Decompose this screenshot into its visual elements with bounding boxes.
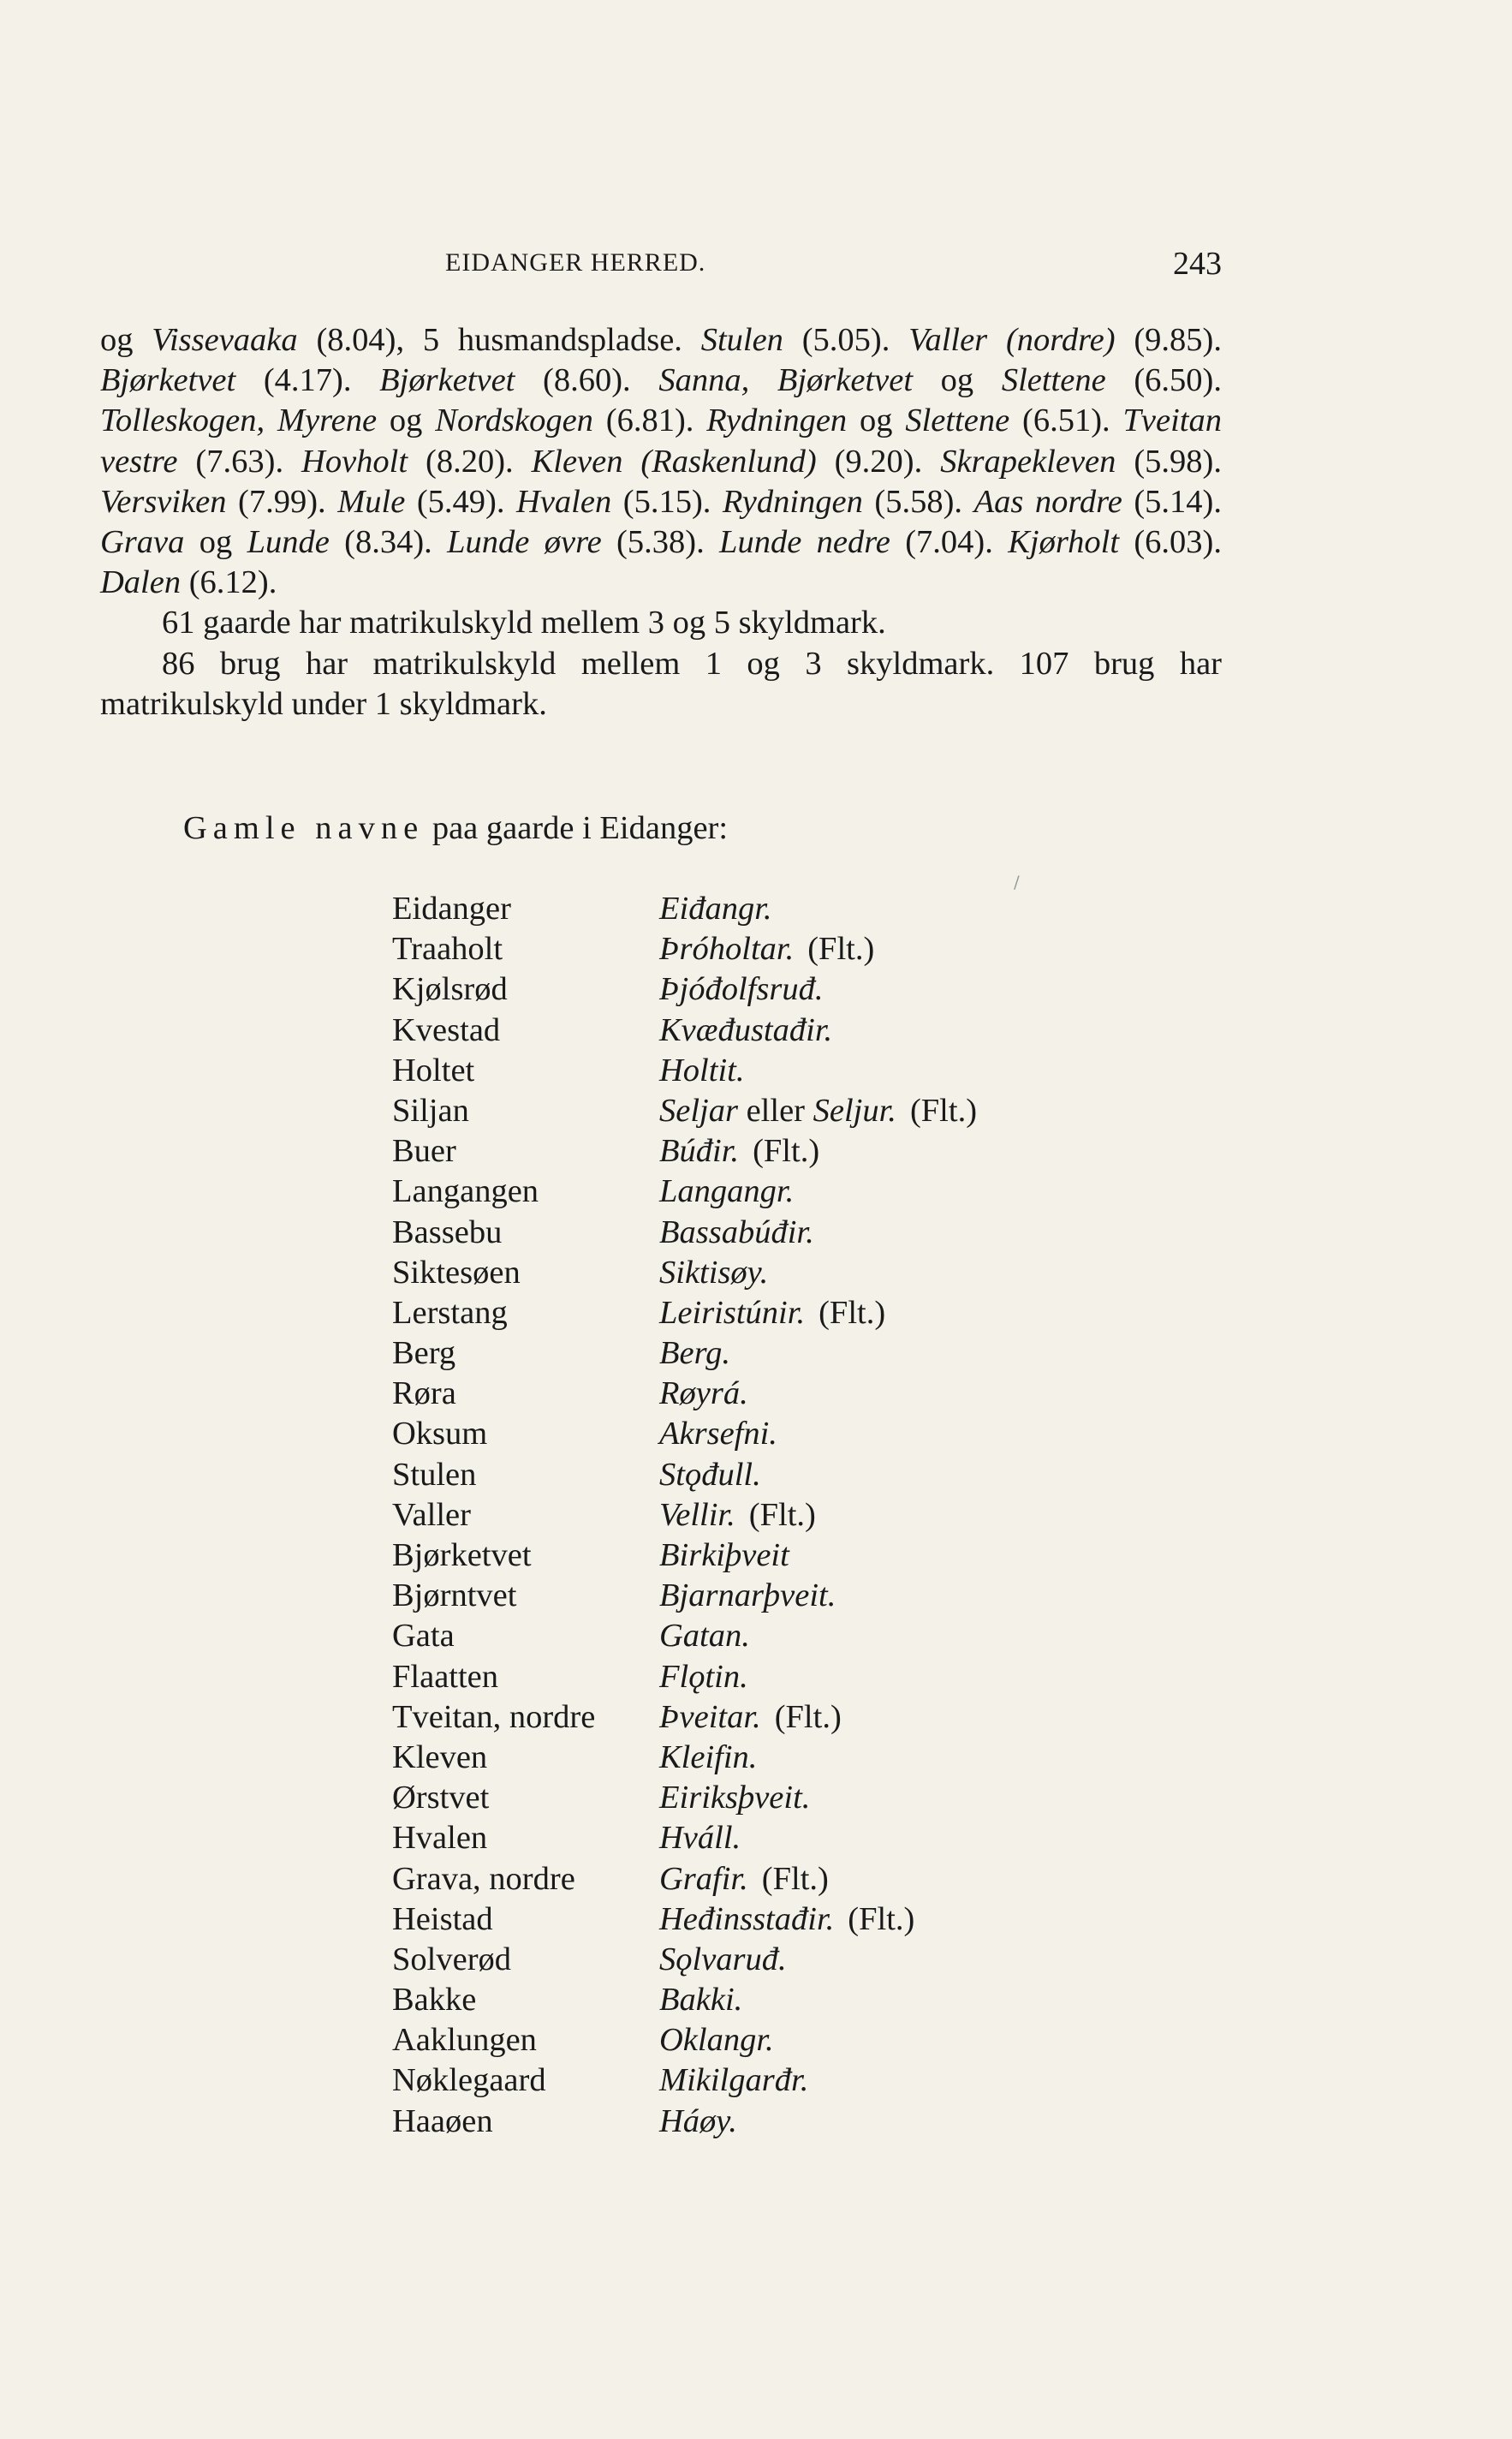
old-name: Røyrá. — [659, 1375, 748, 1412]
text-segment: og — [100, 322, 152, 358]
name-row — [392, 1091, 977, 1131]
old-name-cell — [659, 1172, 794, 1212]
old-name: Bjarnarþveit. — [659, 1577, 836, 1614]
name-row — [392, 1859, 977, 1899]
farm-name: Lunde nedre — [719, 524, 890, 561]
text-segment: (6.12). — [181, 564, 277, 601]
modern-name: Bassebu — [392, 1214, 503, 1250]
old-name-cell — [659, 1697, 842, 1738]
farm-name: Bjørketvet — [100, 362, 236, 399]
modern-name: Siljan — [392, 1092, 469, 1129]
plural-note: (Flt.) — [807, 931, 875, 968]
page-header — [100, 248, 1222, 291]
name-row — [392, 1455, 977, 1495]
section-heading — [183, 809, 728, 847]
modern-name: Solverød — [392, 1941, 512, 1977]
modern-name: Kvestad — [392, 1011, 501, 1048]
name-row — [392, 969, 977, 1010]
old-name: Akrsefni. — [659, 1416, 777, 1452]
modern-name: Oksum — [392, 1416, 488, 1452]
farm-name: Slettene — [905, 403, 1010, 439]
old-name-cell — [659, 1051, 744, 1091]
name-row — [392, 1414, 977, 1454]
farm-name: Rydningen — [706, 403, 848, 439]
modern-name: Ørstvet — [392, 1780, 490, 1816]
name-row — [392, 1738, 977, 1778]
modern-name: Aaklungen — [392, 2022, 537, 2059]
modern-name: Tveitan, nordre — [392, 1698, 596, 1735]
text-segment: (5.38). — [601, 524, 720, 561]
old-name: Þveitar. — [659, 1698, 761, 1735]
name-row — [392, 1576, 977, 1616]
farm-name: Lunde — [247, 524, 330, 561]
name-row — [392, 2020, 977, 2060]
text-segment: (7.04). — [890, 524, 1009, 561]
old-name-cell — [659, 2060, 808, 2101]
old-name-cell — [659, 1253, 768, 1293]
paragraph-brug-count: 86 brug har matrikulskyld mellem 1 og 3 skyldmark. 107 brug har matrikulskyld under 1 skyldmark. — [100, 645, 1222, 722]
text-segment: (6.51). — [1009, 403, 1123, 439]
old-name: Langangr. — [659, 1173, 795, 1210]
modern-name: Hvalen — [392, 1820, 488, 1857]
old-name-cell — [659, 929, 874, 969]
modern-name: Buer — [392, 1133, 456, 1170]
old-name: Þróholtar. — [659, 931, 795, 968]
text-segment: og — [184, 524, 247, 561]
paragraph-farm-list — [100, 320, 1222, 603]
plural-note: (Flt.) — [819, 1294, 886, 1331]
name-row — [392, 1657, 977, 1697]
old-name: Birkiþveit — [659, 1537, 789, 1573]
text-segment: (5.15). — [611, 483, 723, 520]
text-segment: (8.20). — [408, 443, 532, 480]
section-heading-spaced: Gamle navne — [183, 810, 425, 846]
text-segment: (4.17). — [235, 362, 380, 399]
old-name: Háøy. — [659, 2102, 737, 2139]
paragraph-gaarde-count: 61 gaarde har matrikulskyld mellem 3 og 5 skyldmark. — [162, 605, 886, 641]
old-name: Búđir. — [659, 1133, 740, 1170]
name-row — [392, 1051, 977, 1091]
farm-name: Sanna, Bjørketvet — [658, 362, 914, 399]
name-row — [392, 1213, 977, 1253]
farm-name: Stulen — [700, 322, 783, 358]
farm-name: Kjørholt — [1008, 524, 1120, 561]
names-table — [392, 889, 977, 2142]
old-name-cell — [659, 1536, 789, 1576]
name-row — [392, 1536, 977, 1576]
text-segment: (5.49). — [405, 483, 517, 520]
modern-name: Langangen — [392, 1173, 539, 1210]
modern-name: Nøklegaard — [392, 2062, 546, 2099]
farm-name: Hvalen — [516, 483, 612, 520]
running-title: EIDANGER HERRED. — [445, 248, 706, 277]
text-segment: og — [913, 362, 1002, 399]
name-row — [392, 1374, 977, 1414]
name-row — [392, 1940, 977, 1980]
old-name-cell — [659, 1940, 787, 1980]
name-row — [392, 1131, 977, 1172]
old-name: Stǫđull. — [659, 1456, 761, 1493]
text-segment: (6.03). — [1119, 524, 1222, 561]
farm-name: Dalen — [100, 564, 182, 601]
modern-name: Siktesøen — [392, 1254, 521, 1291]
old-name-cell — [659, 1414, 777, 1454]
farm-name: Mule — [337, 483, 406, 520]
old-name-cell — [659, 1859, 829, 1899]
text-segment: (5.58). — [862, 483, 974, 520]
old-name: Heđinsstađir. — [659, 1900, 835, 1937]
name-row — [392, 1818, 977, 1858]
name-row — [392, 1333, 977, 1374]
plural-note: (Flt.) — [748, 1496, 816, 1533]
old-name-cell — [659, 1495, 816, 1536]
old-name-cell — [659, 1616, 750, 1656]
old-name-cell — [659, 2020, 774, 2060]
text-segment: (6.81). — [592, 403, 707, 439]
stray-mark: / — [1014, 872, 1020, 892]
old-name-cell — [659, 1333, 730, 1374]
text-segment: (8.34). — [329, 524, 448, 561]
farm-name: Skrapekleven — [940, 443, 1116, 480]
name-row — [392, 1253, 977, 1293]
old-name-cell — [659, 1374, 748, 1414]
modern-name: Traaholt — [392, 931, 503, 968]
old-name-cell — [659, 1818, 741, 1858]
name-row — [392, 1172, 977, 1212]
modern-name: Berg — [392, 1335, 456, 1372]
text-segment: og — [377, 403, 436, 439]
farm-name: Tolleskogen, Myrene — [100, 403, 378, 439]
farm-name: Valler (nordre) — [908, 322, 1116, 358]
farm-name: Tveitan vestre — [100, 403, 1222, 480]
old-name: Hváll. — [659, 1820, 741, 1857]
old-name: Eiđangr. — [659, 891, 772, 927]
plural-note: (Flt.) — [909, 1092, 978, 1129]
old-name: Eiriksþveit. — [659, 1780, 811, 1816]
plural-note: (Flt.) — [761, 1860, 829, 1897]
body-text — [100, 320, 1222, 725]
modern-name: Kleven — [392, 1738, 488, 1775]
name-row — [392, 889, 977, 929]
old-name: Kvæđustađir. — [659, 1011, 833, 1048]
farm-name: Vissevaaka — [152, 322, 298, 358]
old-name: Grafir. — [659, 1860, 748, 1897]
old-name: Holtit. — [659, 1052, 745, 1088]
text-segment: (8.60). — [515, 362, 659, 399]
name-row — [392, 1616, 977, 1656]
page-number: 243 — [1173, 246, 1222, 282]
old-name: Seljar eller Seljur. — [659, 1092, 896, 1129]
modern-name: Kjølsrød — [392, 971, 508, 1008]
farm-name: Lunde øvre — [447, 524, 602, 561]
old-name-cell — [659, 1657, 748, 1697]
modern-name: Bjørketvet — [392, 1537, 532, 1573]
name-row — [392, 2060, 977, 2101]
modern-name: Valler — [392, 1496, 471, 1533]
farm-name: Versviken — [100, 483, 227, 520]
modern-name: Haaøen — [392, 2102, 493, 2139]
old-name: Oklangr. — [659, 2022, 774, 2059]
text-segment: og — [847, 403, 906, 439]
old-name-cell — [659, 1778, 810, 1818]
old-name: Bassabúđir. — [659, 1214, 814, 1250]
text-segment: (7.99). — [226, 483, 338, 520]
modern-name: Gata — [392, 1618, 455, 1655]
old-name-cell — [659, 969, 823, 1010]
text-segment: (5.05). — [783, 322, 909, 358]
old-name-cell — [659, 2102, 737, 2142]
modern-name: Stulen — [392, 1456, 477, 1493]
modern-name: Lerstang — [392, 1294, 508, 1331]
text-segment: (6.50). — [1105, 362, 1222, 399]
modern-name: Flaatten — [392, 1658, 499, 1695]
modern-name: Grava, nordre — [392, 1860, 575, 1897]
old-name: Gatan. — [659, 1618, 750, 1655]
old-name-cell — [659, 889, 772, 929]
plural-note: (Flt.) — [774, 1698, 842, 1735]
name-row — [392, 1293, 977, 1333]
farm-name: Nordskogen — [435, 403, 593, 439]
section-heading-rest: paa gaarde i Eidanger: — [424, 810, 729, 846]
text-segment: (5.98). — [1116, 443, 1222, 480]
text-segment: (8.04), 5 husmandspladse. — [297, 322, 701, 358]
modern-name: Holtet — [392, 1052, 475, 1088]
farm-name: Bjørketvet — [379, 362, 515, 399]
old-name: Flǫtin. — [659, 1658, 748, 1695]
old-name-cell — [659, 1131, 819, 1172]
modern-name: Bjørntvet — [392, 1577, 517, 1614]
farm-name: Hovholt — [301, 443, 408, 480]
plural-note: (Flt.) — [753, 1133, 820, 1170]
old-name-cell — [659, 1455, 761, 1495]
old-name: Þjóđolfsruđ. — [659, 971, 824, 1008]
name-row — [392, 1778, 977, 1818]
farm-name: Grava — [100, 524, 185, 561]
old-name-cell — [659, 1980, 742, 2020]
old-name: Siktisøy. — [659, 1254, 769, 1291]
text-segment: (7.63). — [177, 443, 302, 480]
old-name-cell — [659, 1011, 832, 1051]
text-segment: (9.20). — [816, 443, 941, 480]
farm-name: Aas nordre — [973, 483, 1122, 520]
name-row — [392, 929, 977, 969]
name-row — [392, 2102, 977, 2142]
modern-name: Bakke — [392, 1982, 477, 2019]
name-row — [392, 1697, 977, 1738]
old-name: Berg. — [659, 1335, 731, 1372]
old-name-cell — [659, 1899, 914, 1940]
modern-name: Røra — [392, 1375, 456, 1412]
text-segment: (5.14). — [1122, 483, 1222, 520]
name-row — [392, 1495, 977, 1536]
old-name: Kleifin. — [659, 1738, 758, 1775]
old-name-cell — [659, 1576, 836, 1616]
name-row — [392, 1011, 977, 1051]
text-segment: (9.85). — [1115, 322, 1222, 358]
modern-name: Heistad — [392, 1900, 493, 1937]
old-name-cell — [659, 1738, 757, 1778]
old-name: Leiristúnir. — [659, 1294, 806, 1331]
old-name: Mikilgarđr. — [659, 2062, 809, 2099]
name-row — [392, 1980, 977, 2020]
plural-note: (Flt.) — [848, 1900, 915, 1937]
old-name-cell — [659, 1091, 977, 1131]
old-name: Vellir. — [659, 1496, 735, 1533]
farm-name: Slettene — [1001, 362, 1106, 399]
old-name: Sǫlvaruđ. — [659, 1941, 787, 1977]
old-name-cell — [659, 1213, 814, 1253]
modern-name: Eidanger — [392, 891, 511, 927]
old-name-cell — [659, 1293, 885, 1333]
name-row — [392, 1899, 977, 1940]
old-name: Bakki. — [659, 1982, 743, 2019]
farm-name: Rydningen — [722, 483, 863, 520]
farm-name: Kleven (Raskenlund) — [531, 443, 817, 480]
